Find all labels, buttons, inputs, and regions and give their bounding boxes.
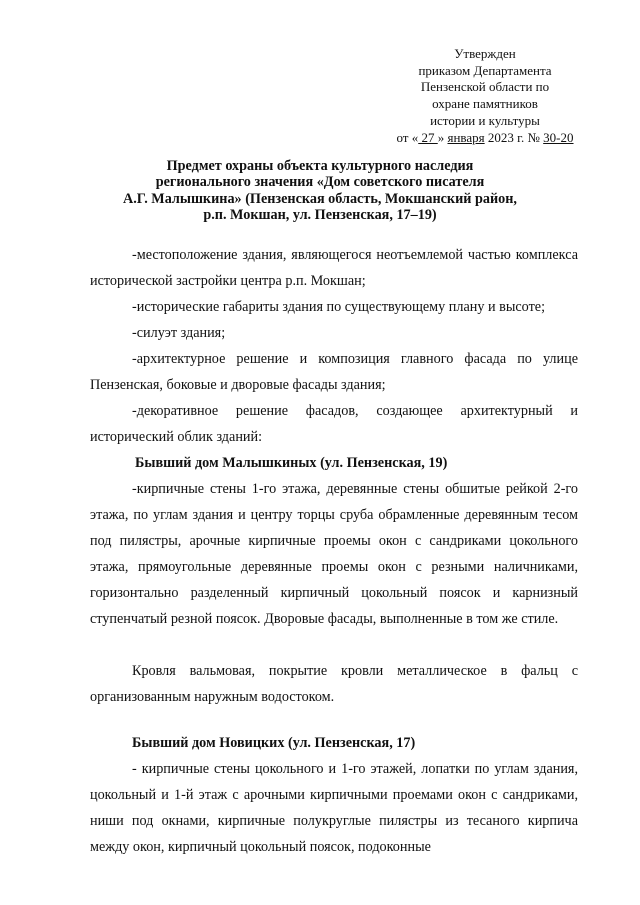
date-month: января xyxy=(447,129,485,145)
section-heading-house-17: Бывший дом Новицких (ул. Пензенская, 17) xyxy=(132,735,416,751)
date-year: 2023 г. № xyxy=(484,129,544,145)
document-title xyxy=(120,158,520,223)
title-line: регионального значения «Дом советского писателя xyxy=(155,174,485,191)
approval-line: Утвержден xyxy=(454,46,516,61)
item-dimensions: -исторические габариты здания по существующему плану и высоте; xyxy=(132,299,546,315)
item-location: -местоположение здания, являющегося неотъемлемой частью комплекса исторической застройки центра р.п. Мокшан; xyxy=(90,247,578,290)
approval-line: Пензенской области по xyxy=(420,79,550,95)
item-decoration: -декоративное решение фасадов, создающее архитектурный и исторический облик зданий: xyxy=(90,403,578,446)
approval-date-line xyxy=(370,130,600,147)
house-19-roof-description: Кровля вальмовая, покрытие кровли металлическое в фальц с организованным наружным водостоком. xyxy=(90,663,578,706)
approval-line: приказом Департамента xyxy=(418,62,552,78)
date-prefix: от « xyxy=(396,129,419,145)
approval-stamp xyxy=(370,46,600,146)
order-number: 30-20 xyxy=(543,129,574,145)
section-heading-house-19: Бывший дом Малышкиных (ул. Пензенская, 19) xyxy=(135,455,448,471)
house-17-facade-description: - кирпичные стены цокольного и 1-го этажей, лопатки по углам здания, цокольный и 1-й этаж с арочными кирпичными проемами окон с сандриками, ниши под окнами, кирпичные полукруглые пилястры из тесаного кирпича между окон, кирпичный цокольный поясок, подоконные xyxy=(90,761,578,856)
title-line: р.п. Мокшан, ул. Пензенская, 17–19) xyxy=(203,206,437,223)
item-architecture: -архитектурное решение и композиция главного фасада по улице Пензенская, боковые и дворовые фасады здания; xyxy=(90,351,578,394)
title-line: А.Г. Малышкина» (Пензенская область, Мокшанский район, xyxy=(123,190,517,207)
date-separator: » xyxy=(437,129,448,145)
title-line: Предмет охраны объекта культурного наследия xyxy=(166,158,474,174)
house-19-facade-description: -кирпичные стены 1-го этажа, деревянные стены обшитые рейкой 2-го этажа, по углам здания и центру торцы сруба обрамленные деревянным тесом под пилястры, арочные кирпичные проемы окон с сандриками цокольного этажа, прямоугольные деревянные проемы окон с резными наличниками, горизонтально разделенный кирпичный цокольный поясок и карнизный ступенчатый резной поясок. Дворовые фасады, выполненные в том же стиле. xyxy=(90,481,578,628)
approval-line: истории и культуры xyxy=(430,112,540,128)
item-silhouette: -силуэт здания; xyxy=(132,325,226,341)
approval-line: охране памятников xyxy=(432,96,538,112)
date-day: 27 xyxy=(418,129,438,145)
